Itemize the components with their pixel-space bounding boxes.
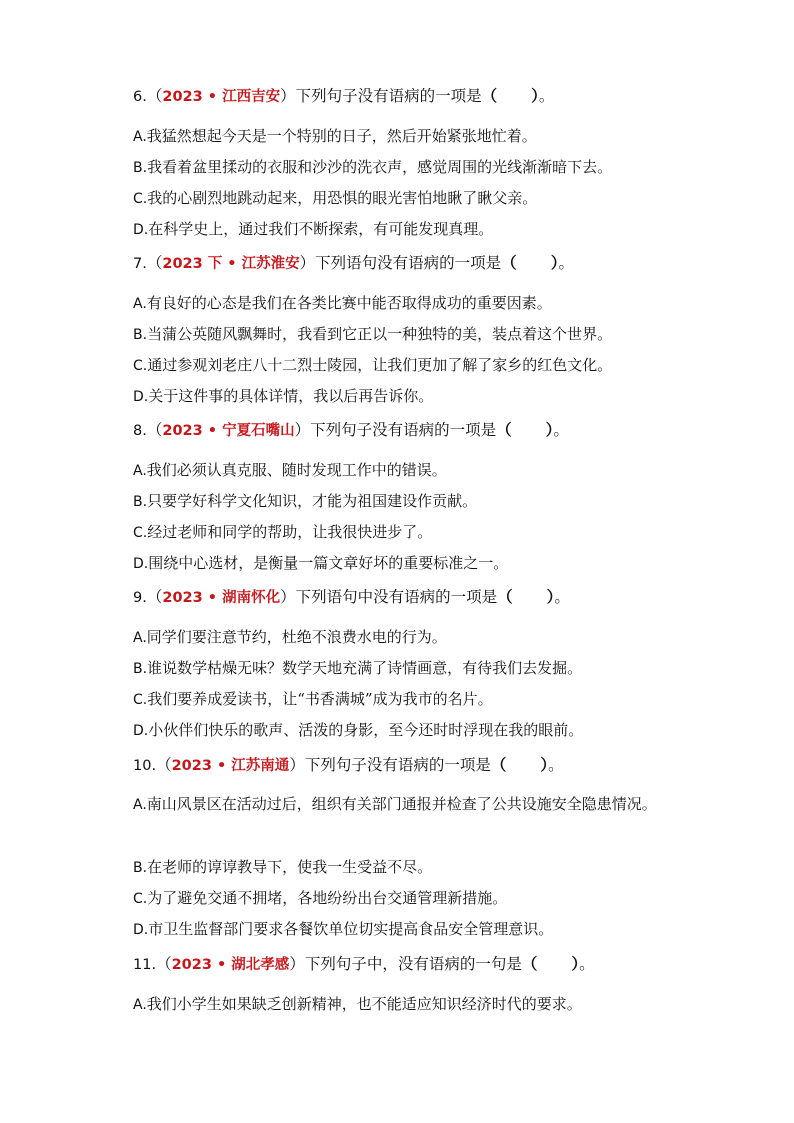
question-source: 2023 • 江苏南通 xyxy=(171,758,290,774)
question-8-option-d: D.围绕中心选材，是衡量一篇文章好坏的重要标准之一。 xyxy=(133,554,509,572)
question-number: 8. xyxy=(133,423,147,439)
question-10-stem: 10.（2023 • 江苏南通）下列句子没有语病的一项是（ ）。 xyxy=(133,755,564,774)
question-source: 2023 下 • 江苏淮安 xyxy=(162,256,300,272)
question-text: 下列句子没有语病的一项是 xyxy=(295,87,482,105)
question-source: 2023 • 宁夏石嘴山 xyxy=(162,423,295,439)
question-9-option-c: C.我们要养成爱读书，让“书香满城”成为我市的名片。 xyxy=(133,690,493,708)
question-text: 下列句子中，没有语病的一句是 xyxy=(304,955,522,973)
question-10-option-b: B.在老师的谆谆教导下，使我一生受益不尽。 xyxy=(133,858,433,876)
question-9-stem: 9.（2023 • 湖南怀化）下列语句中没有语病的一项是（ ）。 xyxy=(133,587,570,606)
question-6-option-d: D.在科学史上，通过我们不断探索，有可能发现真理。 xyxy=(133,220,494,238)
question-10-option-a: A.南山风景区在活动过后，组织有关部门通报并检查了公共设施安全隐患情况。 xyxy=(133,795,657,813)
question-10-option-c: C.为了避免交通不拥堵，各地纷纷出台交通管理新措施。 xyxy=(133,889,508,907)
question-11-stem: 11.（2023 • 湖北孝感）下列句子中，没有语病的一句是（ ）。 xyxy=(133,954,595,973)
question-text: 下列语句没有语病的一项是 xyxy=(315,254,502,272)
question-text: 下列语句中没有语病的一项是 xyxy=(295,588,498,606)
question-6-stem: 6.（2023 • 江西吉安）下列句子没有语病的一项是（ ）。 xyxy=(133,86,555,105)
question-8-option-b: B.只要学好科学文化知识，才能为祖国建设作贡献。 xyxy=(133,492,478,510)
question-7-option-b: B.当蒲公英随风飘舞时，我看到它正以一种独特的美，装点着这个世界。 xyxy=(133,325,613,343)
question-text: 下列句子没有语病的一项是 xyxy=(304,756,491,774)
question-8-option-a: A.我们必须认真克服、随时发现工作中的错误。 xyxy=(133,461,447,479)
question-number: 11. xyxy=(133,957,157,973)
question-9-option-b: B.谁说数学枯燥无味？数学天地充满了诗情画意，有待我们去发掘。 xyxy=(133,659,583,677)
question-7-option-c: C.通过参观刘老庄八十二烈士陵园，让我们更加了解了家乡的红色文化。 xyxy=(133,356,613,374)
question-8-option-c: C.经过老师和同学的帮助，让我很快进步了。 xyxy=(133,523,433,541)
question-number: 7. xyxy=(133,256,147,272)
question-7-stem: 7.（2023 下 • 江苏淮安）下列语句没有语病的一项是（ ）。 xyxy=(133,253,574,272)
question-6-option-a: A.我猛然想起今天是一个特别的日子，然后开始紧张地忙着。 xyxy=(133,127,537,145)
question-9-option-d: D.小伙伴们快乐的歌声、活泼的身影，至今还时时浮现在我的眼前。 xyxy=(133,721,584,739)
question-number: 9. xyxy=(133,590,147,606)
question-10-option-d: D.市卫生监督部门要求各餐饮单位切实提高食品安全管理意识。 xyxy=(133,920,554,938)
question-7-option-d: D.关于这件事的具体详情，我以后再告诉你。 xyxy=(133,387,434,405)
question-source: 2023 • 湖南怀化 xyxy=(162,590,281,606)
question-9-option-a: A.同学们要注意节约，杜绝不浪费水电的行为。 xyxy=(133,628,447,646)
question-8-stem: 8.（2023 • 宁夏石嘴山）下列句子没有语病的一项是（ ）。 xyxy=(133,420,569,439)
question-number: 6. xyxy=(133,89,147,105)
question-number: 10. xyxy=(133,758,157,774)
question-source: 2023 • 江西吉安 xyxy=(162,89,281,105)
question-text: 下列句子没有语病的一项是 xyxy=(310,421,497,439)
question-6-option-c: C.我的心剧烈地跳动起来，用恐惧的眼光害怕地瞅了瞅父亲。 xyxy=(133,189,538,207)
question-source: 2023 • 湖北孝感 xyxy=(171,957,290,973)
question-11-option-a: A.我们小学生如果缺乏创新精神，也不能适应知识经济时代的要求。 xyxy=(133,995,582,1013)
question-6-option-b: B.我看着盆里揉动的衣服和沙沙的洗衣声，感觉周围的光线渐渐暗下去。 xyxy=(133,158,613,176)
question-7-option-a: A.有良好的心态是我们在各类比赛中能否取得成功的重要因素。 xyxy=(133,294,552,312)
